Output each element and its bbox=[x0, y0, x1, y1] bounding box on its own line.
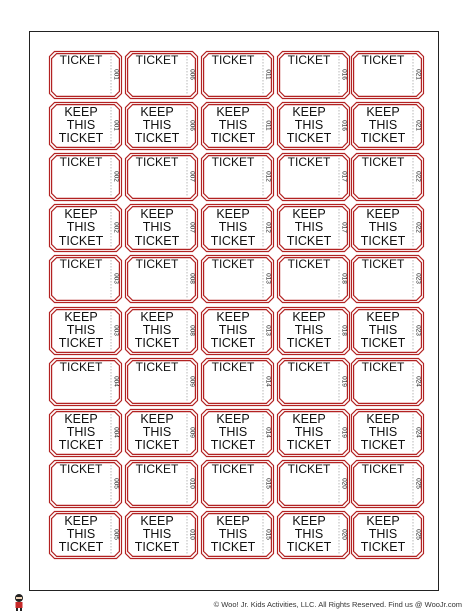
ticket-label: KEEP THIS TICKET bbox=[286, 411, 332, 452]
keep-this-ticket bbox=[49, 102, 122, 150]
ticket-label: KEEP THIS TICKET bbox=[286, 207, 332, 248]
ticket-number: 017 bbox=[340, 222, 348, 234]
ticket-number: 023 bbox=[414, 324, 422, 336]
ticket-number: 017 bbox=[340, 171, 348, 183]
ticket bbox=[351, 460, 424, 508]
ticket-number: 025 bbox=[414, 477, 422, 489]
ticket-label: KEEP THIS TICKET bbox=[58, 207, 104, 248]
ticket bbox=[49, 255, 122, 303]
ticket-number: 010 bbox=[188, 477, 196, 489]
ticket-number: 004 bbox=[112, 375, 120, 387]
keep-this-ticket bbox=[201, 409, 274, 457]
ticket bbox=[49, 460, 122, 508]
ticket bbox=[351, 358, 424, 406]
ticket-label: TICKET bbox=[287, 257, 331, 272]
ticket-number: 020 bbox=[340, 477, 348, 489]
ticket-number: 016 bbox=[340, 120, 348, 132]
ticket-label: KEEP THIS TICKET bbox=[58, 411, 104, 452]
keep-this-ticket bbox=[351, 409, 424, 457]
ticket-number: 004 bbox=[112, 426, 120, 438]
keep-this-ticket bbox=[277, 511, 350, 559]
keep-this-ticket bbox=[125, 307, 198, 355]
ticket-label: KEEP THIS TICKET bbox=[58, 309, 104, 350]
ticket-number: 011 bbox=[264, 120, 272, 131]
ticket-label: KEEP THIS TICKET bbox=[58, 105, 104, 146]
ticket-label: TICKET bbox=[59, 359, 103, 374]
ticket-label: KEEP THIS TICKET bbox=[286, 513, 332, 555]
ticket-label: TICKET bbox=[211, 53, 255, 67]
ticket-number: 005 bbox=[112, 528, 120, 540]
ticket bbox=[277, 51, 350, 99]
ticket bbox=[201, 153, 274, 201]
ticket-label: KEEP THIS TICKET bbox=[210, 513, 256, 555]
ticket-number: 008 bbox=[188, 273, 196, 285]
ticket-label: KEEP THIS TICKET bbox=[360, 309, 406, 350]
ticket bbox=[125, 153, 198, 201]
ticket bbox=[201, 51, 274, 99]
ticket-label: KEEP THIS TICKET bbox=[210, 207, 256, 248]
ticket-number: 008 bbox=[188, 324, 196, 336]
keep-this-ticket bbox=[125, 204, 198, 252]
ticket-label: TICKET bbox=[59, 257, 103, 272]
ticket-label: TICKET bbox=[287, 53, 331, 67]
ticket-label: TICKET bbox=[211, 155, 255, 170]
ticket bbox=[125, 460, 198, 508]
ticket-number: 010 bbox=[188, 528, 196, 540]
ticket-number: 013 bbox=[264, 324, 272, 336]
ticket-label: TICKET bbox=[211, 359, 255, 374]
ticket-label: TICKET bbox=[135, 461, 179, 476]
ticket-number: 021 bbox=[414, 120, 422, 132]
ticket-label: TICKET bbox=[287, 359, 331, 374]
ticket-label: TICKET bbox=[135, 53, 179, 67]
ticket-number: 012 bbox=[264, 222, 272, 234]
ticket-label: KEEP THIS TICKET bbox=[286, 105, 332, 146]
ticket-label: KEEP THIS TICKET bbox=[134, 207, 180, 248]
ticket-number: 014 bbox=[264, 426, 272, 438]
ticket-number: 009 bbox=[188, 375, 196, 387]
ticket bbox=[49, 153, 122, 201]
ticket-label: KEEP THIS TICKET bbox=[360, 105, 406, 146]
ticket-label: KEEP THIS TICKET bbox=[286, 309, 332, 350]
ticket-number: 001 bbox=[112, 120, 120, 132]
woojr-ninja-mascot-icon bbox=[12, 593, 26, 611]
ticket-label: KEEP THIS TICKET bbox=[134, 513, 180, 555]
ticket-label: KEEP THIS TICKET bbox=[134, 105, 180, 146]
ticket bbox=[351, 153, 424, 201]
ticket-number: 009 bbox=[188, 426, 196, 438]
keep-this-ticket bbox=[277, 102, 350, 150]
ticket-number: 019 bbox=[340, 375, 348, 387]
ticket bbox=[201, 358, 274, 406]
ticket-number: 014 bbox=[264, 375, 272, 387]
ticket-label: KEEP THIS TICKET bbox=[210, 309, 256, 350]
ticket-number: 018 bbox=[340, 324, 348, 336]
ticket-label: KEEP THIS TICKET bbox=[58, 513, 104, 555]
keep-this-ticket bbox=[277, 307, 350, 355]
ticket-number: 012 bbox=[264, 171, 272, 183]
ticket bbox=[277, 255, 350, 303]
ticket-label: TICKET bbox=[287, 155, 331, 170]
ticket bbox=[49, 358, 122, 406]
ticket bbox=[351, 255, 424, 303]
ticket-number: 003 bbox=[112, 273, 120, 285]
ticket-label: TICKET bbox=[361, 53, 405, 67]
ticket-label: TICKET bbox=[211, 461, 255, 476]
ticket-label: TICKET bbox=[361, 257, 405, 272]
ticket bbox=[125, 51, 198, 99]
ticket-number: 001 bbox=[112, 69, 120, 80]
ticket-label: TICKET bbox=[135, 359, 179, 374]
ticket-label: KEEP THIS TICKET bbox=[360, 207, 406, 248]
ticket-label: TICKET bbox=[59, 53, 103, 67]
ticket-number: 024 bbox=[414, 426, 422, 438]
ticket-label: TICKET bbox=[211, 257, 255, 272]
ticket-label: TICKET bbox=[59, 155, 103, 170]
ticket-label: KEEP THIS TICKET bbox=[210, 411, 256, 452]
ticket-label: TICKET bbox=[361, 359, 405, 374]
ticket bbox=[277, 153, 350, 201]
keep-this-ticket bbox=[49, 307, 122, 355]
keep-this-ticket bbox=[125, 511, 198, 559]
keep-this-ticket bbox=[125, 409, 198, 457]
keep-this-ticket bbox=[201, 102, 274, 150]
ticket-label: KEEP THIS TICKET bbox=[210, 105, 256, 146]
keep-this-ticket bbox=[277, 409, 350, 457]
ticket-number: 015 bbox=[264, 528, 272, 540]
keep-this-ticket bbox=[49, 409, 122, 457]
ticket-number: 013 bbox=[264, 273, 272, 285]
keep-this-ticket bbox=[201, 307, 274, 355]
ticket-number: 007 bbox=[188, 171, 196, 183]
ticket bbox=[201, 255, 274, 303]
ticket-number: 011 bbox=[264, 69, 272, 80]
ticket-number: 006 bbox=[188, 120, 196, 132]
keep-this-ticket bbox=[351, 204, 424, 252]
ticket-label: TICKET bbox=[361, 155, 405, 170]
keep-this-ticket bbox=[351, 102, 424, 150]
ticket-label: TICKET bbox=[59, 461, 103, 476]
ticket-number: 015 bbox=[264, 477, 272, 489]
ticket-number: 021 bbox=[414, 69, 422, 80]
ticket-label: KEEP THIS TICKET bbox=[134, 309, 180, 350]
ticket-label: TICKET bbox=[135, 155, 179, 170]
keep-this-ticket bbox=[277, 204, 350, 252]
ticket-label: TICKET bbox=[135, 257, 179, 272]
keep-this-ticket bbox=[125, 102, 198, 150]
ticket-number: 007 bbox=[188, 222, 196, 234]
keep-this-ticket bbox=[351, 307, 424, 355]
keep-this-ticket bbox=[201, 204, 274, 252]
ticket-number: 003 bbox=[112, 324, 120, 336]
ticket-number: 024 bbox=[414, 375, 422, 387]
keep-this-ticket bbox=[201, 511, 274, 559]
ticket-number: 002 bbox=[112, 222, 120, 234]
ticket-label: KEEP THIS TICKET bbox=[360, 513, 406, 555]
ticket-number: 002 bbox=[112, 171, 120, 183]
ticket bbox=[201, 460, 274, 508]
ticket-number: 006 bbox=[188, 69, 196, 80]
copyright-footer: © Woo! Jr. Kids Activities, LLC. All Rights Reserved. Find us @ WooJr.com bbox=[213, 600, 462, 609]
ticket-label: TICKET bbox=[361, 461, 405, 476]
ticket bbox=[277, 460, 350, 508]
ticket-number: 022 bbox=[414, 171, 422, 183]
ticket bbox=[351, 51, 424, 99]
keep-this-ticket bbox=[49, 511, 122, 559]
ticket-number: 020 bbox=[340, 528, 348, 540]
ticket-number: 016 bbox=[340, 69, 348, 80]
ticket-number: 018 bbox=[340, 273, 348, 285]
ticket bbox=[277, 358, 350, 406]
ticket bbox=[125, 358, 198, 406]
ticket-label: TICKET bbox=[287, 461, 331, 476]
ticket-number: 019 bbox=[340, 426, 348, 438]
ticket-label: KEEP THIS TICKET bbox=[360, 411, 406, 452]
ticket-number: 023 bbox=[414, 273, 422, 285]
ticket bbox=[49, 51, 122, 99]
ticket bbox=[125, 255, 198, 303]
keep-this-ticket bbox=[49, 204, 122, 252]
ticket-number: 022 bbox=[414, 222, 422, 234]
ticket-label: KEEP THIS TICKET bbox=[134, 411, 180, 452]
ticket-number: 005 bbox=[112, 477, 120, 489]
ticket-number: 025 bbox=[414, 528, 422, 540]
ticket-grid bbox=[49, 51, 425, 561]
keep-this-ticket bbox=[351, 511, 424, 559]
